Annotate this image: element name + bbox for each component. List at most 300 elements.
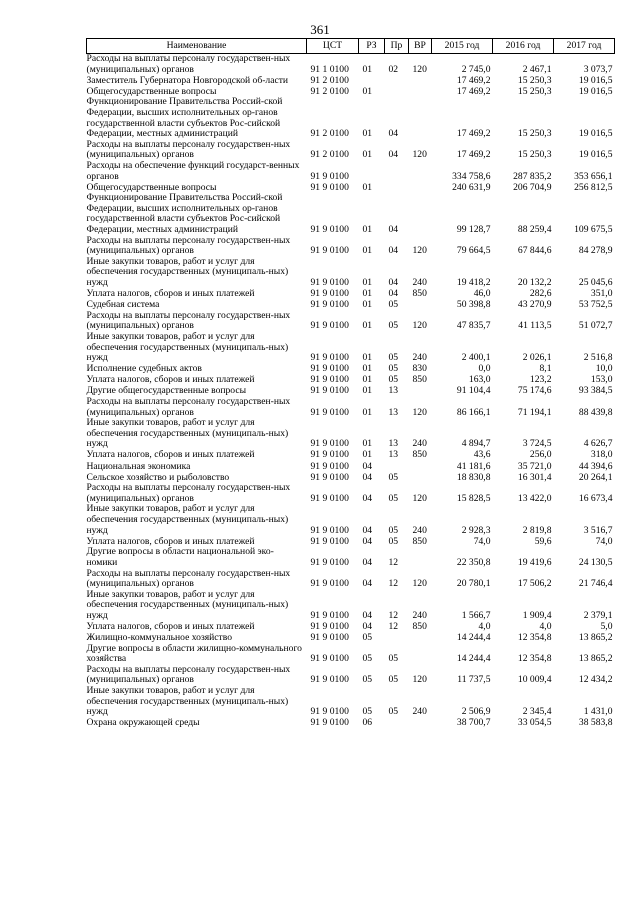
cell-2017: 93 384,5	[578, 385, 613, 397]
cell-pr: 13	[388, 406, 399, 418]
cell-cst: 91 9 0100	[310, 181, 349, 193]
cell-vr: 240	[412, 352, 427, 364]
cell-cst: 91 9 0100	[310, 460, 349, 472]
cell-pr: 02	[388, 63, 399, 75]
cell-pr: 05	[388, 299, 399, 311]
cell-2016: 35 721,0	[517, 460, 552, 472]
cell-vr: 120	[412, 149, 427, 161]
cell-name: Судебная система	[86, 299, 160, 311]
cell-vr	[409, 547, 432, 568]
cell-pr: 05	[388, 492, 399, 504]
table-row	[87, 483, 615, 504]
table-row	[87, 633, 615, 644]
cell-2016: 19 419,6	[517, 556, 552, 568]
cell-2015: 47 835,7	[456, 320, 491, 332]
table-row	[87, 161, 615, 182]
cell-2015: 14 244,4	[456, 632, 491, 644]
cell-2017: 2 379,1	[583, 609, 613, 621]
cell-2017: 38 583,8	[578, 717, 613, 729]
cell-2016: 33 054,5	[517, 717, 552, 729]
cell-2017: 13 865,2	[578, 653, 613, 665]
cell-cst: 91 9 0100	[310, 299, 349, 311]
cell-2017: 153,0	[590, 374, 613, 386]
table-row	[87, 140, 615, 161]
cell-rz: 04	[362, 524, 373, 536]
cell-2016: 15 250,3	[517, 85, 552, 97]
page-number: 361	[310, 22, 330, 37]
cell-2017: 19 016,5	[578, 149, 613, 161]
cell-2015: 41 181,6	[456, 460, 491, 472]
cell-vr: 120	[412, 492, 427, 504]
cell-name: Расходы на выплаты персоналу государствен-ных (муниципальных) органов	[86, 482, 291, 504]
header-pr: Пр	[385, 39, 409, 54]
cell-2015: 163,0	[468, 374, 491, 386]
table-row	[87, 547, 615, 568]
cell-2017: 21 746,4	[578, 578, 613, 590]
cell-vr	[409, 161, 432, 182]
cell-pr	[385, 182, 409, 193]
cell-rz: 04	[362, 460, 373, 472]
cell-rz: 01	[362, 149, 373, 161]
cell-2016: 3 724,5	[522, 438, 552, 450]
cell-2017: 4 626,7	[583, 438, 613, 450]
cell-2017: 2 516,8	[583, 352, 613, 364]
cell-2015: 46,0	[473, 288, 491, 300]
cell-2017: 10,0	[595, 363, 613, 375]
cell-rz: 04	[362, 492, 373, 504]
cell-2015: 38 700,7	[456, 717, 491, 729]
cell-name: Расходы на выплаты персоналу государствен-ных (муниципальных) органов	[86, 138, 291, 161]
cell-cst: 91 9 0100	[310, 620, 349, 632]
table-row	[87, 461, 615, 472]
cell-name: Иные закупки товаров, работ и услуг для обеспечения государственных (муниципаль-ных) нужд	[86, 330, 289, 364]
cell-2016: 20 132,2	[517, 276, 552, 288]
cell-pr: 04	[388, 245, 399, 257]
cell-2016: 13 422,0	[517, 492, 552, 504]
cell-vr: 240	[412, 276, 427, 288]
cell-cst: 91 9 0100	[310, 352, 349, 364]
cell-pr: 05	[388, 653, 399, 665]
cell-2015: 74,0	[473, 535, 491, 547]
cell-pr: 12	[388, 609, 399, 621]
cell-pr	[385, 86, 409, 97]
cell-vr: 120	[412, 406, 427, 418]
cell-pr	[385, 633, 409, 644]
header-2017: 2017 год	[554, 39, 615, 54]
cell-pr	[385, 461, 409, 472]
cell-pr: 13	[388, 449, 399, 461]
header-vr: ВР	[409, 39, 432, 54]
cell-2016: 2 467,1	[522, 63, 552, 75]
cell-2015: 14 244,4	[456, 653, 491, 665]
cell-vr: 850	[412, 620, 427, 632]
cell-pr: 04	[388, 224, 399, 235]
cell-2015: 18 830,8	[456, 471, 491, 483]
table-row	[87, 590, 615, 622]
cell-rz: 04	[362, 471, 373, 483]
cell-2015: 2 400,1	[461, 352, 491, 364]
cell-pr: 05	[388, 320, 399, 332]
cell-2017: 1 431,0	[583, 706, 613, 718]
cell-rz: 01	[362, 288, 373, 300]
cell-2017: 351,0	[590, 288, 613, 300]
cell-2015: 17 469,2	[456, 85, 491, 97]
cell-name: Иные закупки товаров, работ и услуг для обеспечения государственных (муниципаль-ных) нужд	[86, 255, 289, 288]
cell-vr: 830	[412, 363, 427, 375]
cell-name: Исполнение судебных актов	[86, 363, 202, 375]
cell-name: Сельское хозяйство и рыболовство	[86, 471, 230, 483]
header-2016: 2016 год	[493, 39, 554, 54]
cell-2017: 88 439,8	[578, 406, 613, 418]
cell-cst: 91 9 0100	[310, 653, 349, 665]
cell-2015: 22 350,8	[456, 556, 491, 568]
cell-vr: 240	[412, 706, 427, 718]
cell-vr: 850	[412, 288, 427, 300]
cell-2017: 51 072,7	[578, 320, 613, 332]
cell-2016: 43 270,9	[517, 299, 552, 311]
cell-2016: 59,6	[534, 535, 552, 547]
cell-rz: 04	[362, 578, 373, 590]
cell-pr: 05	[388, 535, 399, 547]
cell-vr: 120	[412, 63, 427, 75]
cell-pr: 12	[388, 578, 399, 590]
cell-name: Охрана окружающей среды	[86, 717, 200, 729]
cell-vr: 120	[412, 674, 427, 686]
cell-2015: 2 506,9	[461, 706, 491, 718]
cell-pr: 04	[388, 128, 399, 140]
table-row	[87, 75, 615, 86]
cell-2016: 12 354,8	[517, 632, 552, 644]
cell-pr: 05	[388, 352, 399, 364]
cell-2016: 15 250,3	[517, 149, 552, 161]
table-row	[87, 665, 615, 686]
cell-2016: 287 835,2	[513, 170, 552, 182]
cell-rz: 01	[362, 374, 373, 386]
cell-cst: 91 9 0100	[310, 170, 349, 182]
cell-name: Расходы на выплаты персоналу государствен-ных (муниципальных) органов	[86, 234, 291, 257]
cell-pr: 12	[388, 556, 399, 568]
cell-cst: 91 9 0100	[310, 320, 349, 332]
cell-pr: 04	[388, 288, 399, 300]
cell-2015: 91 104,4	[456, 385, 491, 397]
header-name: Наименование	[87, 39, 307, 54]
cell-rz	[359, 75, 385, 86]
cell-name: Другие вопросы в области национальной эко-номики	[86, 546, 274, 568]
cell-rz: 01	[362, 276, 373, 288]
cell-2015: 2 745,0	[461, 63, 491, 75]
cell-2016: 2 345,4	[522, 706, 552, 718]
cell-pr: 05	[388, 674, 399, 686]
table-row	[87, 311, 615, 332]
cell-rz: 01	[362, 385, 373, 397]
cell-2016: 2 819,8	[522, 524, 552, 536]
cell-cst: 91 9 0100	[310, 288, 349, 300]
cell-rz: 01	[362, 449, 373, 461]
cell-name: Расходы на выплаты персоналу государствен-ных (муниципальных) органов	[86, 663, 291, 686]
cell-vr	[409, 633, 432, 644]
cell-2015: 4 894,7	[461, 438, 491, 450]
cell-2016: 1 909,4	[522, 609, 552, 621]
cell-pr: 13	[388, 385, 399, 397]
cell-2015: 79 664,5	[456, 245, 491, 257]
cell-2016: 282,6	[529, 288, 552, 300]
cell-name: Расходы на выплаты персоналу государствен-ных (муниципальных) органов	[86, 567, 291, 590]
cell-name: Общегосударственные вопросы	[86, 85, 217, 97]
cell-2017: 256 812,5	[574, 181, 613, 193]
cell-rz: 01	[362, 299, 373, 311]
cell-2016: 12 354,8	[517, 653, 552, 665]
cell-2017: 24 130,5	[578, 556, 613, 568]
cell-2016: 88 259,4	[517, 224, 552, 235]
cell-2017: 13 865,2	[578, 632, 613, 644]
table-row	[87, 193, 615, 235]
cell-2015: 4,0	[478, 620, 491, 632]
cell-name: Уплата налогов, сборов и иных платежей	[86, 288, 255, 300]
table-header	[87, 39, 615, 54]
cell-2015: 15 828,5	[456, 492, 491, 504]
cell-vr	[409, 718, 432, 729]
cell-cst: 91 9 0100	[310, 449, 349, 461]
cell-name: Уплата налогов, сборов и иных платежей	[86, 449, 255, 461]
cell-name: Уплата налогов, сборов и иных платежей	[86, 535, 255, 547]
cell-name: Расходы на выплаты персоналу государствен-ных (муниципальных) органов	[86, 53, 291, 75]
cell-cst: 91 9 0100	[310, 535, 349, 547]
header-2015: 2015 год	[432, 39, 493, 54]
cell-vr	[409, 472, 432, 483]
cell-cst: 91 9 0100	[310, 706, 349, 718]
cell-rz: 01	[362, 363, 373, 375]
cell-rz: 01	[362, 406, 373, 418]
cell-rz: 01	[362, 224, 373, 235]
cell-2015: 0,0	[478, 363, 491, 375]
cell-2015: 17 469,2	[456, 74, 491, 86]
cell-2015: 17 469,2	[456, 149, 491, 161]
cell-cst: 91 9 0100	[310, 524, 349, 536]
cell-pr: 05	[388, 524, 399, 536]
cell-cst: 91 9 0100	[310, 276, 349, 288]
cell-2015: 17 469,2	[456, 128, 491, 140]
table-row	[87, 97, 615, 139]
table-row	[87, 644, 615, 665]
cell-vr: 120	[412, 320, 427, 332]
cell-name: Расходы на выплаты персоналу государствен-ных (муниципальных) органов	[86, 396, 291, 418]
cell-2017: 353 656,1	[574, 170, 613, 182]
cell-cst: 91 9 0100	[310, 674, 349, 686]
cell-pr: 04	[388, 276, 399, 288]
cell-2016: 256,0	[529, 449, 552, 461]
cell-rz: 01	[362, 181, 373, 193]
cell-pr	[385, 718, 409, 729]
cell-2017: 19 016,5	[578, 74, 613, 86]
cell-vr: 240	[412, 438, 427, 450]
cell-rz: 04	[362, 556, 373, 568]
table-row	[87, 364, 615, 375]
cell-pr: 12	[388, 620, 399, 632]
cell-2017: 44 394,6	[578, 460, 613, 472]
table-row	[87, 569, 615, 590]
cell-2016: 41 113,5	[518, 320, 552, 332]
cell-vr	[409, 644, 432, 665]
cell-2017: 19 016,5	[578, 128, 613, 140]
cell-name: Расходы на выплаты персоналу государствен-ных (муниципальных) органов	[86, 309, 291, 332]
cell-name: Иные закупки товаров, работ и услуг для обеспечения государственных (муниципаль-ных) нужд	[86, 417, 289, 450]
cell-cst: 91 9 0100	[310, 578, 349, 590]
cell-cst: 91 1 0100	[310, 63, 349, 75]
cell-vr: 120	[412, 578, 427, 590]
cell-pr	[385, 161, 409, 182]
cell-2016: 15 250,3	[517, 128, 552, 140]
cell-pr: 05	[388, 471, 399, 483]
cell-rz: 04	[362, 609, 373, 621]
cell-name: Иные закупки товаров, работ и услуг для обеспечения государственных (муниципаль-ных) нужд	[86, 588, 289, 621]
cell-rz: 01	[362, 320, 373, 332]
cell-2015: 20 780,1	[456, 578, 491, 590]
cell-name: Иные закупки товаров, работ и услуг для обеспечения государственных (муниципаль-ных) нужд	[86, 503, 289, 536]
cell-2015: 11 737,5	[457, 674, 491, 686]
cell-name: Функционирование Правительства Россий-ской Федерации, высших исполнительных ор-ганов государственной власти субъектов Рос-сийской Федерации, местных администраций	[86, 96, 283, 140]
cell-2015: 43,6	[473, 449, 491, 461]
table-row	[87, 397, 615, 418]
cell-2017: 20 264,1	[578, 471, 613, 483]
cell-rz: 05	[362, 674, 373, 686]
cell-cst: 91 9 0100	[310, 374, 349, 386]
cell-pr: 05	[388, 363, 399, 375]
table-row	[87, 289, 615, 300]
cell-2017: 5,0	[600, 620, 613, 632]
cell-2016: 16 301,4	[517, 471, 552, 483]
cell-rz: 01	[362, 438, 373, 450]
cell-name: Расходы на обеспечение функций государст-венных органов	[86, 159, 300, 182]
cell-vr	[409, 461, 432, 472]
cell-cst: 91 9 0100	[310, 224, 349, 235]
cell-vr	[409, 386, 432, 397]
cell-2016: 71 194,1	[517, 406, 552, 418]
cell-name: Функционирование Правительства Россий-ской Федерации, высших исполнительных ор-ганов государственной власти субъектов Рос-сийской Федерации, местных администраций	[86, 192, 283, 235]
cell-name: Заместитель Губернатора Новгородской об-ласти	[86, 74, 289, 86]
cell-2017: 12 434,2	[578, 674, 613, 686]
cell-2015: 19 418,2	[456, 276, 491, 288]
cell-2017: 74,0	[595, 535, 613, 547]
cell-rz: 01	[362, 85, 373, 97]
cell-2016: 8,1	[539, 363, 552, 375]
cell-2017: 84 278,9	[578, 245, 613, 257]
cell-2015: 1 566,7	[461, 609, 491, 621]
cell-cst: 91 9 0100	[310, 471, 349, 483]
table-row	[87, 621, 615, 632]
cell-name: Общегосударственные вопросы	[86, 181, 217, 193]
cell-rz: 06	[362, 717, 373, 729]
cell-2015: 240 631,9	[452, 181, 491, 193]
cell-2017: 3 516,7	[583, 524, 613, 536]
cell-cst: 91 9 0100	[310, 385, 349, 397]
cell-2015: 334 758,6	[452, 170, 491, 182]
cell-name: Другие вопросы в области жилищно-коммунального хозяйства	[86, 642, 302, 665]
cell-2017: 16 673,4	[578, 492, 613, 504]
cell-2015: 50 398,8	[456, 299, 491, 311]
cell-rz: 01	[362, 245, 373, 257]
cell-cst: 91 9 0100	[310, 609, 349, 621]
table-row	[87, 686, 615, 718]
cell-cst: 91 9 0100	[310, 363, 349, 375]
cell-pr: 13	[388, 438, 399, 450]
table-row	[87, 257, 615, 289]
cell-rz: 05	[362, 632, 373, 644]
cell-cst: 91 9 0100	[310, 406, 349, 418]
cell-2016: 10 009,4	[517, 674, 552, 686]
cell-name: Другие общегосударственные вопросы	[86, 385, 247, 397]
cell-vr: 120	[412, 245, 427, 257]
cell-rz: 01	[362, 128, 373, 140]
cell-2015: 99 128,7	[456, 224, 491, 235]
table-body	[87, 54, 615, 729]
cell-2015: 86 166,1	[456, 406, 491, 418]
cell-2017: 19 016,5	[578, 85, 613, 97]
cell-2016: 206 704,9	[513, 181, 552, 193]
cell-name: Жилищно-коммунальное хозяйство	[86, 632, 233, 644]
table-row	[87, 236, 615, 257]
cell-rz: 05	[362, 706, 373, 718]
cell-vr	[409, 300, 432, 311]
cell-2016: 4,0	[539, 620, 552, 632]
budget-table	[86, 38, 615, 729]
cell-cst: 91 9 0100	[310, 245, 349, 257]
cell-pr: 05	[388, 374, 399, 386]
cell-vr	[409, 193, 432, 235]
cell-2016: 123,2	[529, 374, 552, 386]
cell-2016: 67 844,6	[517, 245, 552, 257]
cell-name: Уплата налогов, сборов и иных платежей	[86, 620, 255, 632]
cell-cst: 91 9 0100	[310, 632, 349, 644]
cell-2016: 75 174,6	[517, 385, 552, 397]
cell-rz: 01	[362, 352, 373, 364]
table-row	[87, 332, 615, 364]
cell-cst: 91 2 0100	[310, 85, 349, 97]
cell-2015: 2 928,3	[461, 524, 491, 536]
table-row	[87, 450, 615, 461]
cell-name: Национальная экономика	[86, 460, 191, 472]
cell-vr	[409, 97, 432, 139]
table-row	[87, 54, 615, 76]
cell-vr	[409, 182, 432, 193]
cell-rz: 01	[362, 63, 373, 75]
cell-cst: 91 2 0100	[310, 149, 349, 161]
cell-vr	[409, 75, 432, 86]
cell-2016: 17 506,2	[517, 578, 552, 590]
header-rz: РЗ	[359, 39, 385, 54]
table-row	[87, 504, 615, 536]
cell-cst: 91 9 0100	[310, 556, 349, 568]
cell-vr: 850	[412, 535, 427, 547]
cell-pr: 04	[388, 149, 399, 161]
cell-rz: 04	[362, 620, 373, 632]
cell-cst: 91 2 0100	[310, 74, 349, 86]
cell-2017: 25 045,6	[578, 276, 613, 288]
cell-name: Уплата налогов, сборов и иных платежей	[86, 374, 255, 386]
cell-vr: 850	[412, 374, 427, 386]
table-row	[87, 375, 615, 386]
table-row	[87, 418, 615, 450]
cell-rz: 05	[362, 653, 373, 665]
cell-pr: 05	[388, 706, 399, 718]
header-cst: ЦСТ	[307, 39, 359, 54]
cell-2017: 3 073,7	[583, 63, 613, 75]
cell-vr	[409, 86, 432, 97]
cell-name: Иные закупки товаров, работ и услуг для обеспечения государственных (муниципаль-ных) нужд	[86, 685, 289, 718]
cell-pr	[385, 75, 409, 86]
cell-2017: 53 752,5	[578, 299, 613, 311]
cell-cst: 91 2 0100	[310, 128, 349, 140]
cell-2017: 318,0	[590, 449, 613, 461]
